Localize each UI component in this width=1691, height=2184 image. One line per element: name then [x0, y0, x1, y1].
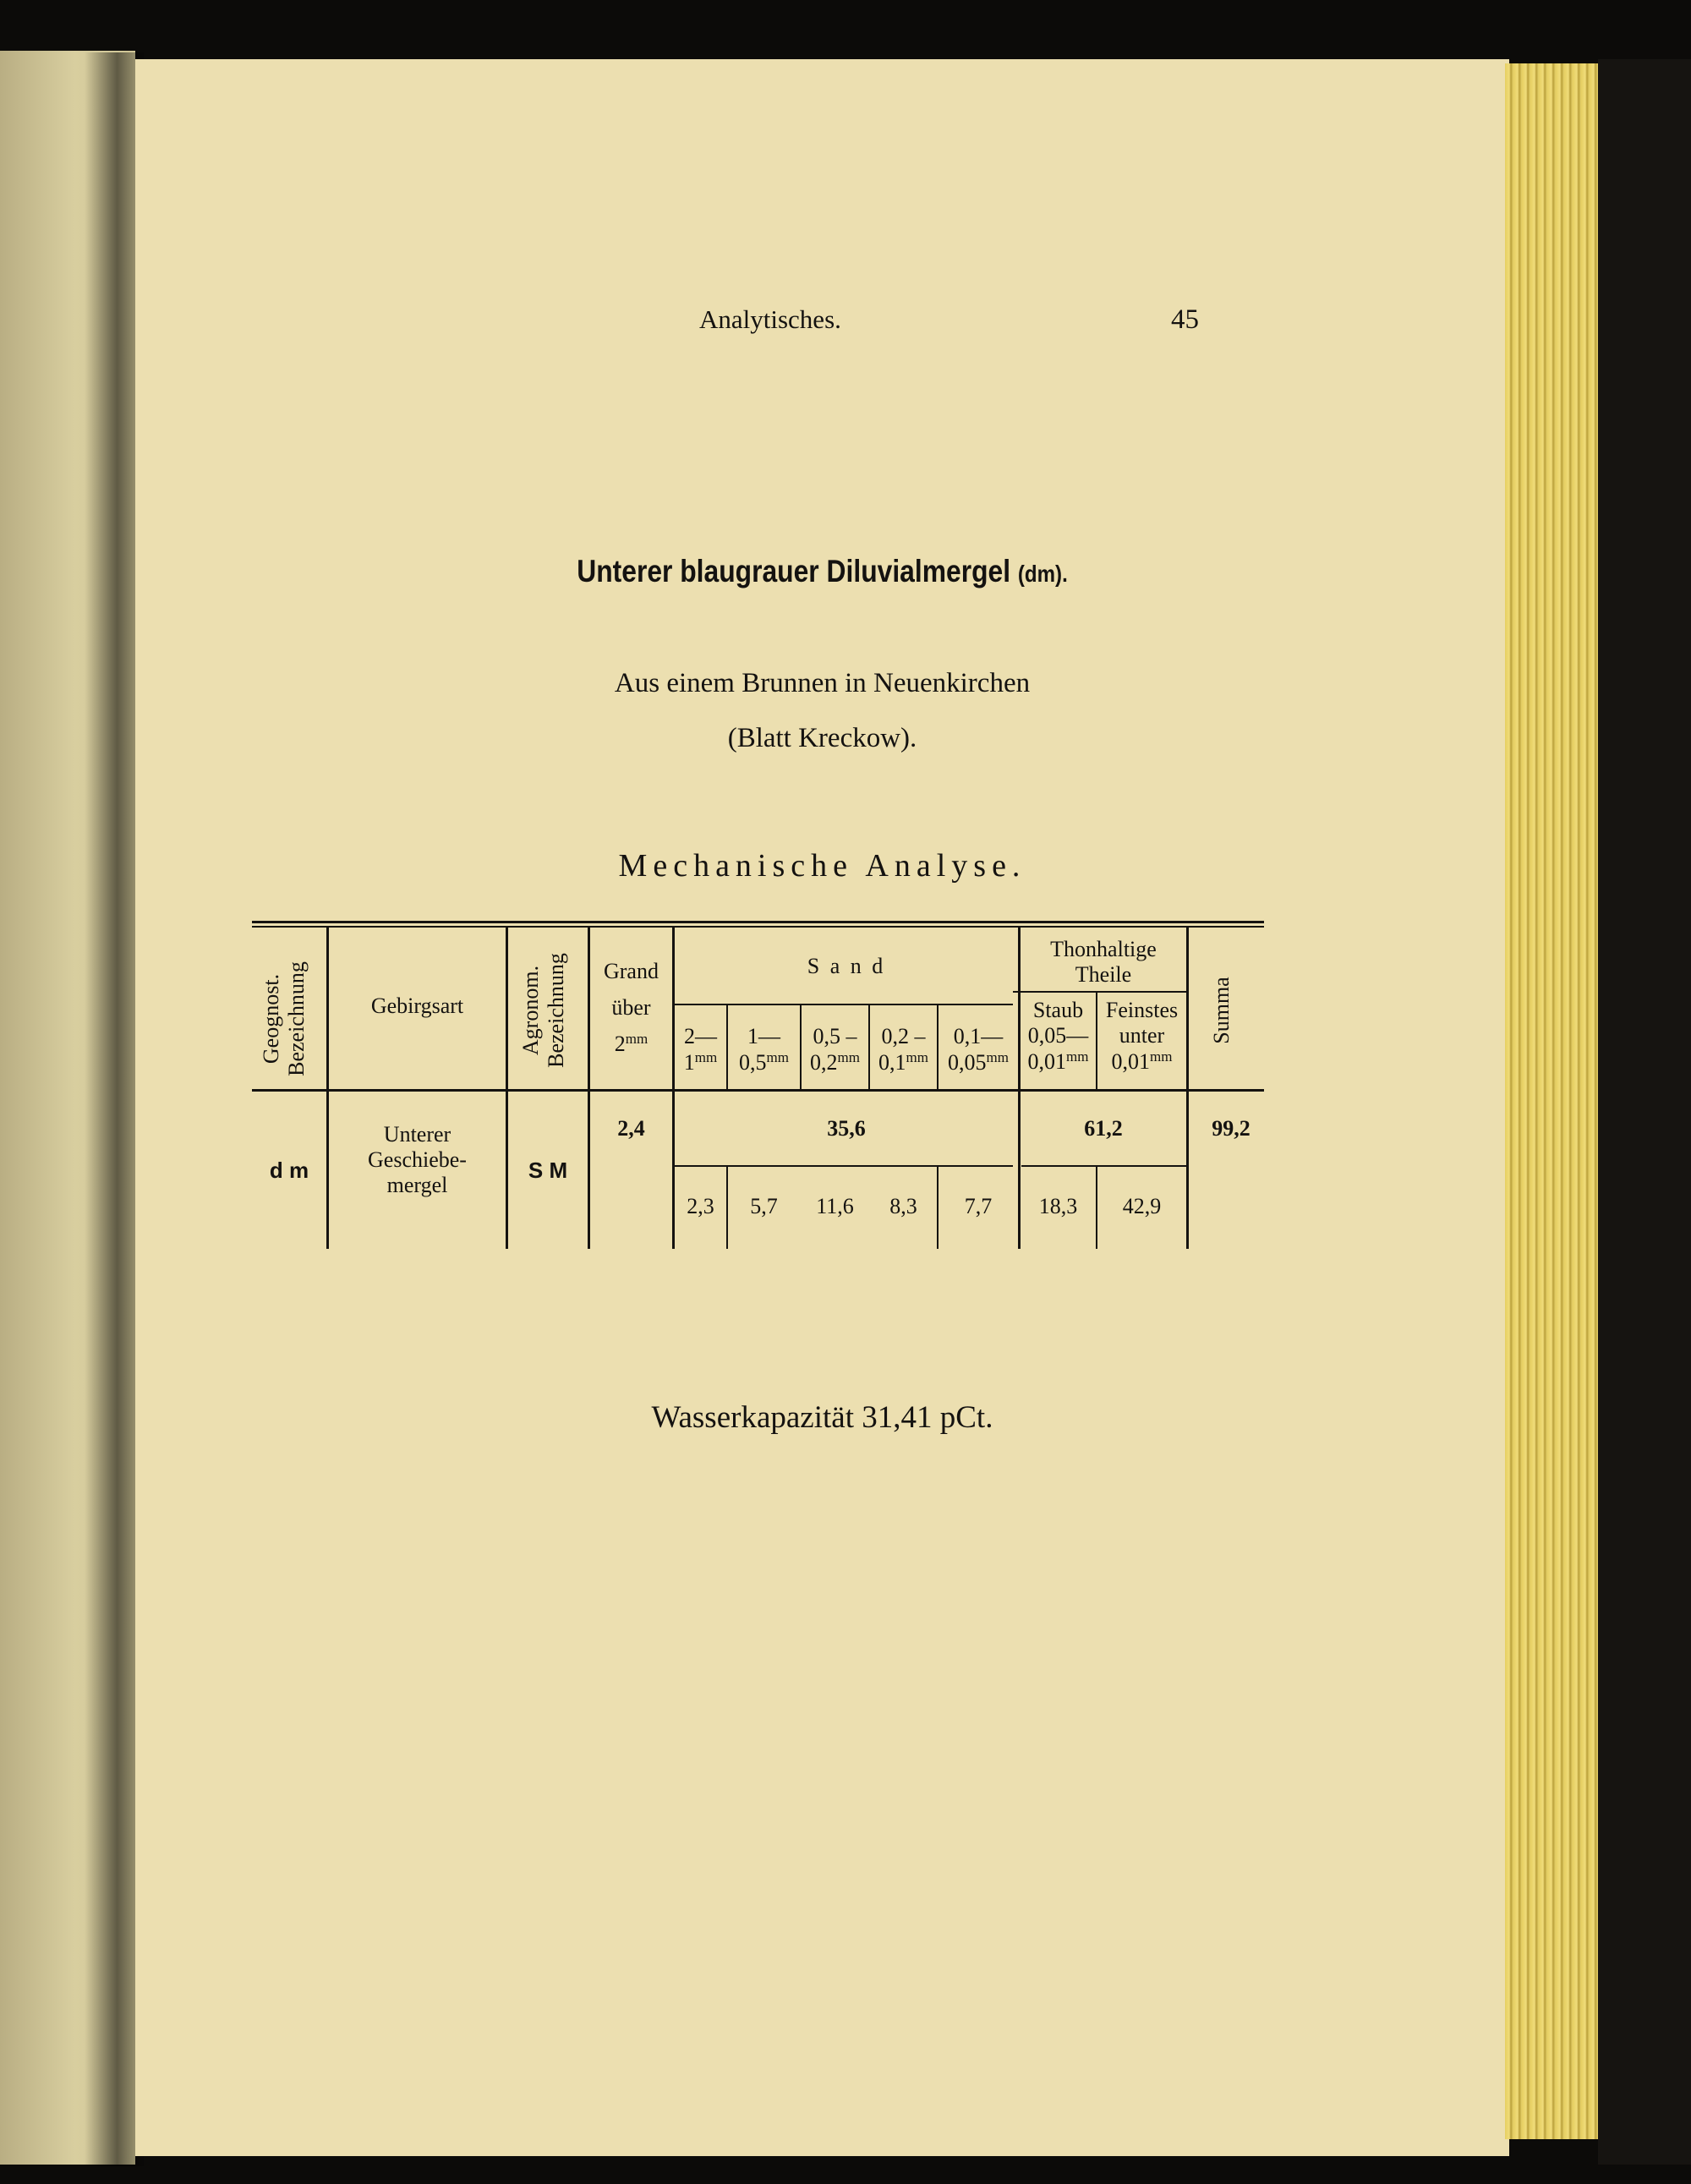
cell-grand: 2,4 [617, 1116, 645, 1141]
sub-header-1: 2— $1^{mm}$ [683, 1024, 718, 1075]
cell-value-7: 42,9 [1122, 1194, 1162, 1218]
page-number: 45 [1171, 304, 1199, 335]
cell-value-3: 11,6 [816, 1194, 854, 1218]
title-abbr: (dm). [1017, 561, 1068, 587]
cell-geognost: d m [269, 1158, 309, 1183]
header-grand: Grand über $2^{mm}$ [604, 959, 659, 1056]
cell-value-5: 7,7 [964, 1194, 993, 1218]
page-header [135, 304, 1509, 347]
sub-header-4: 0,2 – $0,1^{mm}$ [878, 1024, 928, 1075]
sub-header-feinstes: Feinstes unter $0,01^{mm}$ [1105, 998, 1179, 1074]
title-main: Unterer blaugrauer Diluvialmergel [577, 554, 1011, 588]
cell-thon-total: 61,2 [1084, 1116, 1123, 1141]
cell-sand-total: 35,6 [827, 1116, 866, 1141]
cell-agronom: S M [528, 1158, 568, 1183]
water-capacity: Wasserkapazität 31,41 pCt. [651, 1400, 993, 1435]
header-geognost: Geognost. Bezeichnung [259, 961, 309, 1076]
page-sheet [135, 59, 1509, 2156]
header-sand: S a n d [807, 954, 886, 978]
header-gebirgsart: Gebirgsart [370, 993, 464, 1018]
cell-value-4: 8,3 [889, 1194, 917, 1218]
page-title [232, 554, 1414, 589]
header-summa: Summa [1209, 977, 1234, 1044]
book-cover [1598, 59, 1691, 2165]
section-heading: Mechanische Analyse. [618, 848, 1026, 884]
header-agronom: Agronom. Bezeichnung [518, 953, 568, 1068]
running-title: Analytisches. [699, 304, 841, 334]
cell-summa: 99,2 [1212, 1116, 1250, 1141]
location-line-2: (Blatt Kreckow). [727, 723, 917, 753]
sub-header-5: 0,1— $0,05^{mm}$ [948, 1024, 1009, 1075]
cell-value-2: 5,7 [750, 1194, 778, 1218]
sub-header-staub: Staub 0,05— $0,01^{mm}$ [1027, 998, 1089, 1074]
sub-header-3: 0,5 – $0,2^{mm}$ [810, 1024, 860, 1075]
location-line-1: Aus einem Brunnen in Neuenkirchen [614, 668, 1031, 698]
cell-gebirgsart: Unterer Geschiebe- mergel [368, 1122, 467, 1197]
page-edges [1505, 63, 1598, 2139]
sub-header-2: 1— $0,5^{mm}$ [739, 1024, 789, 1075]
cell-value-6: 18,3 [1038, 1194, 1078, 1218]
header-thon: Thonhaltige Theile [1050, 937, 1157, 987]
cell-value-1: 2,3 [687, 1194, 714, 1218]
